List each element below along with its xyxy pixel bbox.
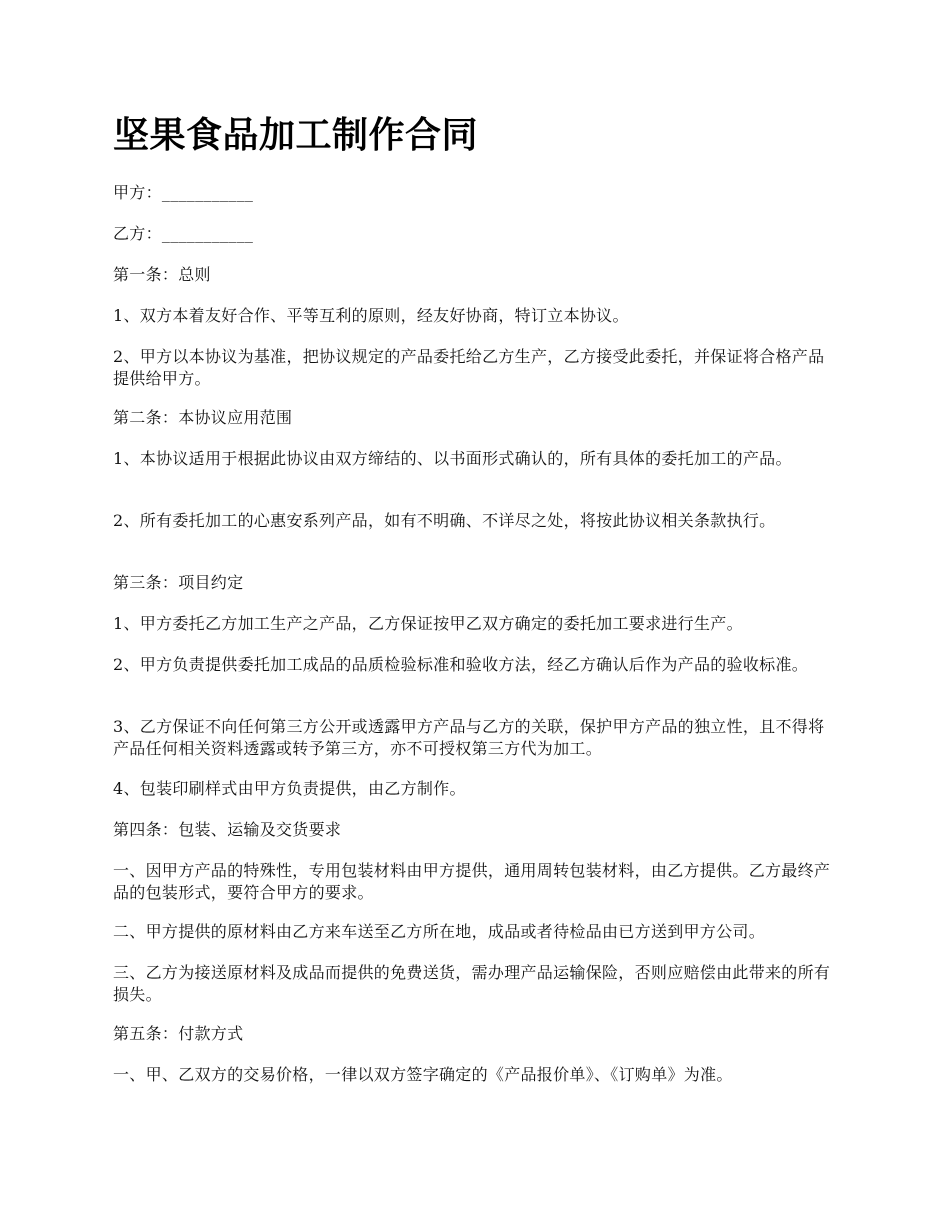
section-3-heading: 第三条：项目约定 bbox=[113, 573, 244, 592]
section-1-clause-1: 1、双方本着友好合作、平等互利的原则，经友好协商，特订立本协议。 bbox=[113, 306, 629, 325]
section-4-clause-1: 一、因甲方产品的特殊性，专用包装材料由甲方提供，通用周转包装材料，由乙方提供。乙方最终产品的包装形式，要符合甲方的要求。 bbox=[113, 861, 831, 902]
section-4-clause-2: 二、甲方提供的原材料由乙方来车送至乙方所在地，成品或者待检品由已方送到甲方公司。 bbox=[113, 922, 766, 941]
document-title: 坚果食品加工制作合同 bbox=[113, 115, 479, 156]
section-4-clause-3: 三、乙方为接送原材料及成品而提供的免费送货，需办理产品运输保险，否则应赔偿由此带来的所有损失。 bbox=[113, 963, 831, 1004]
section-5-heading: 第五条：付款方式 bbox=[113, 1024, 244, 1043]
section-3-clause-3: 3、乙方保证不向任何第三方公开或透露甲方产品与乙方的关联，保护甲方产品的独立性，且不得将产品任何相关资料透露或转予第三方，亦不可授权第三方代为加工。 bbox=[113, 717, 825, 758]
section-3-clause-2: 2、甲方负责提供委托加工成品的品质检验标准和验收方法，经乙方确认后作为产品的验收标准。 bbox=[113, 655, 809, 674]
party-b-line: 乙方：___________ bbox=[113, 224, 254, 243]
section-3-clause-4: 4、包装印刷样式由甲方负责提供，由乙方制作。 bbox=[113, 779, 466, 798]
section-4-heading: 第四条：包装、运输及交货要求 bbox=[113, 820, 342, 839]
section-2-clause-1: 1、本协议适用于根据此协议由双方缔结的、以书面形式确认的，所有具体的委托加工的产品。 bbox=[113, 449, 792, 468]
section-1-clause-2: 2、甲方以本协议为基准，把协议规定的产品委托给乙方生产，乙方接受此委托，并保证将合格产品提供给甲方。 bbox=[113, 347, 825, 388]
party-a-line: 甲方：___________ bbox=[113, 183, 254, 202]
section-3-clause-1: 1、甲方委托乙方加工生产之产品，乙方保证按甲乙双方确定的委托加工要求进行生产。 bbox=[113, 614, 743, 633]
section-1-heading: 第一条：总则 bbox=[113, 265, 211, 284]
section-2-heading: 第二条：本协议应用范围 bbox=[113, 408, 293, 427]
section-5-clause-1: 一、甲、乙双方的交易价格，一律以双方签字确定的《产品报价单》、《订购单》为准。 bbox=[113, 1065, 733, 1084]
section-2-clause-2: 2、所有委托加工的心惠安系列产品，如有不明确、不详尽之处，将按此协议相关条款执行。 bbox=[113, 511, 776, 530]
